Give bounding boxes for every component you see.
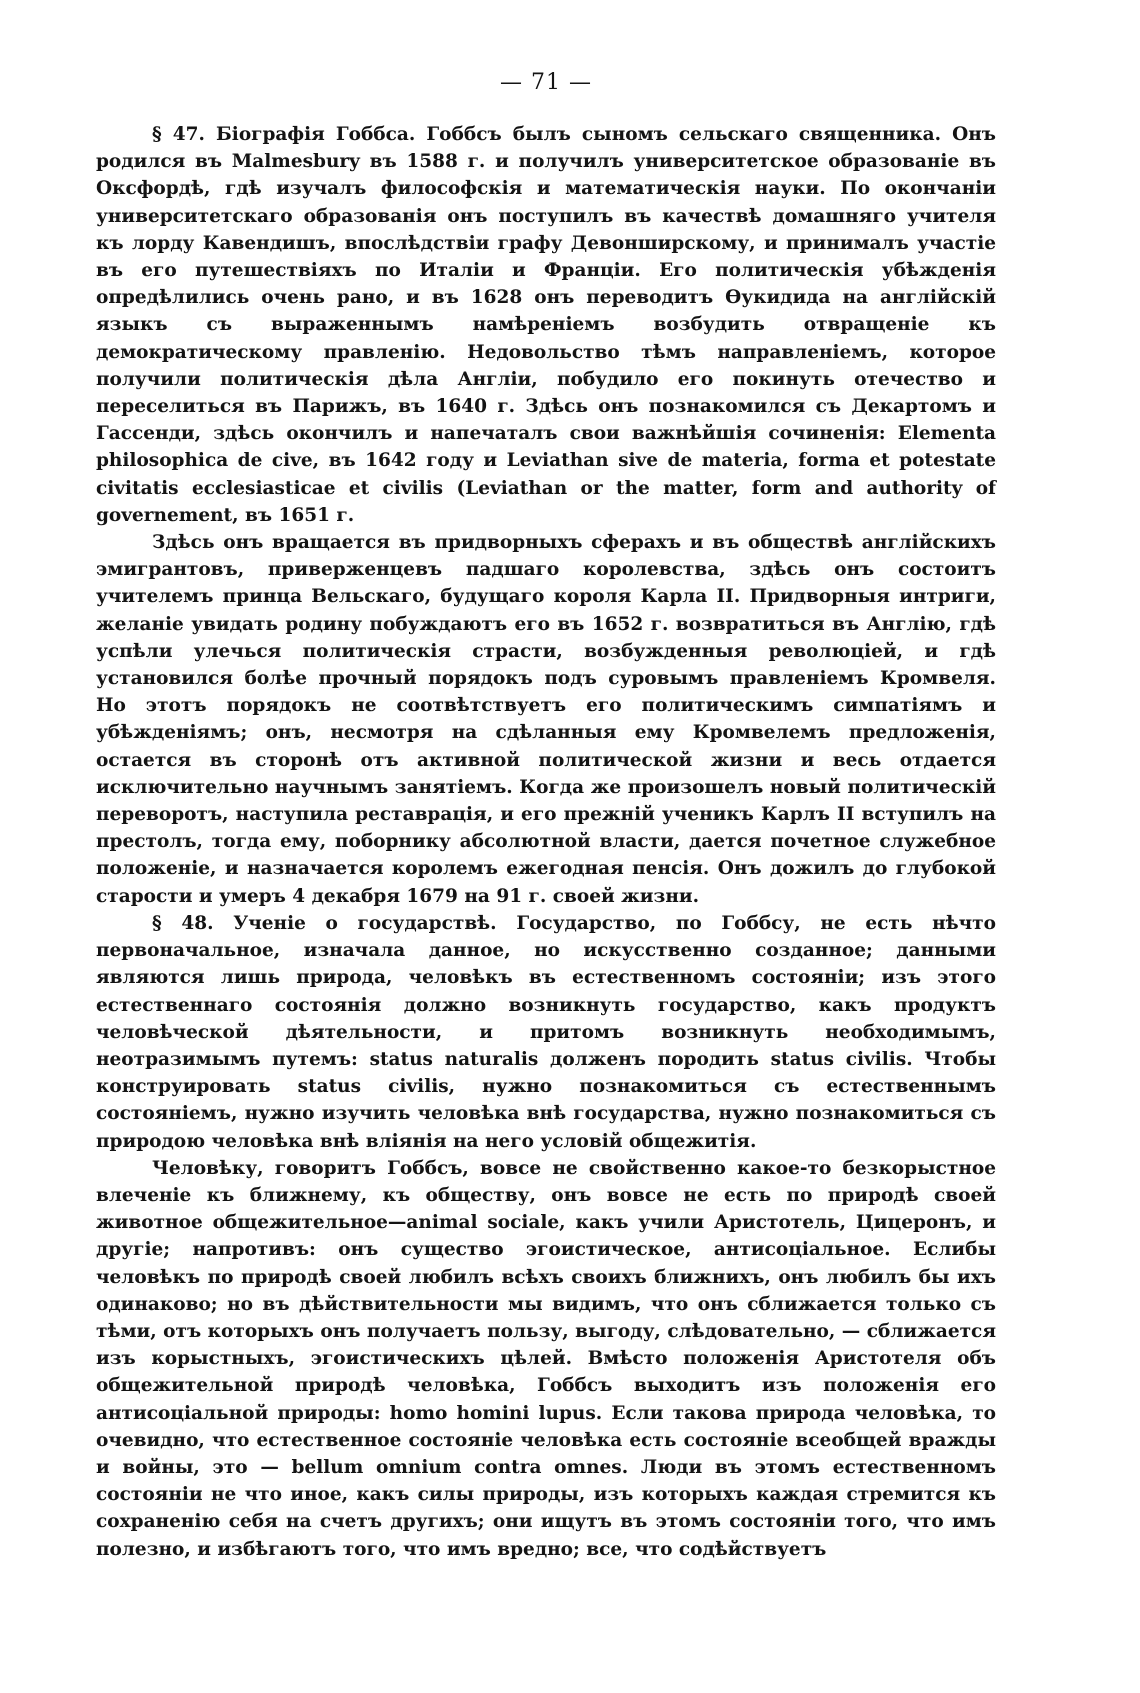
section-47-paragraph-2 <box>96 529 996 910</box>
section-48-text-1: Государство, по Гоббсу, не есть нѣчто первоначальное, изначала данное, но искусственно созданное; данными являются лишь природа, человѣкъ въ естественномъ состояніи; изъ этого естественнаго состоянія должно возникнуть государство, какъ продуктъ человѣческой дѣятельности, и притомъ возникнуть необходимымъ, неотразимымъ путемъ: status naturalis долженъ породить status civilis. Чтобы конструировать status civilis, нужно познакомиться съ естественнымъ состояніемъ, нужно изучить человѣка внѣ государства, нужно познакомиться съ природою человѣка внѣ вліянія на него условій общежитія. <box>96 912 996 1152</box>
book-page <box>96 70 996 1563</box>
section-48-text-2: Человѣку, говоритъ Гоббсъ, вовсе не свойственно какое-то безкорыстное влеченіе къ ближнему, къ обществу, онъ вовсе не есть по природѣ своей животное общежительное—animal sociale, какъ учили Аристотель, Цицеронъ, и другіе; напротивъ: онъ существо эгоистическое, антисоціальное. Еслибы человѣкъ по природѣ своей любилъ всѣхъ своихъ ближнихъ, онъ любилъ бы ихъ одинаково; но въ дѣйствительности мы видимъ, что онъ сближается только съ тѣми, отъ которыхъ онъ получаетъ пользу, выгоду, слѣдовательно, — сближается изъ корыстныхъ, эгоистическихъ цѣлей. Вмѣсто положенія Аристотеля объ общежительной природѣ человѣка, Гоббсъ выходитъ изъ положенія его антисоціальной природы: homo homini lupus. Если такова природа человѣка, то очевидно, что естественное состояніе человѣка есть состояніе всеобщей вражды и войны, это — bellum omnium contra omnes. Люди въ этомъ естественномъ состояніи не что иное, какъ силы природы, изъ которыхъ каждая стремится къ сохраненію себя на счетъ другихъ; они ищутъ въ этомъ состояніи того, что имъ полезно, и избѣгаютъ того, что имъ вредно; все, что содѣйствуетъ <box>96 1157 996 1560</box>
section-48-paragraph-2 <box>96 1155 996 1563</box>
section-47-heading: § 47. Біографія Гоббса. <box>152 124 416 145</box>
page-number: — 71 — <box>500 70 592 95</box>
section-47-paragraph-1 <box>96 121 996 529</box>
section-47-text-2: Здѣсь онъ вращается въ придворныхъ сферахъ и въ обществѣ англійскихъ эмигрантовъ, приверженцевъ падшаго королевства, здѣсь онъ состоитъ учителемъ принца Вельскаго, будущаго короля Карла II. Придворныя интриги, желаніе увидать родину побуждаютъ его въ 1652 г. возвратиться въ Англію, гдѣ успѣли улечься политическія страсти, возбужденныя революціей, и гдѣ установился болѣе прочный порядокъ подъ суровымъ правленіемъ Кромвеля. Но этотъ порядокъ не соотвѣтствуетъ его политическимъ симпатіямъ и убѣжденіямъ; онъ, несмотря на сдѣланныя ему Кромвелемъ предложенія, остается въ сторонѣ отъ активной политической жизни и весь отдается исключительно научнымъ занятіемъ. Когда же произошелъ новый политическій переворотъ, наступила реставрація, и его прежній ученикъ Карлъ II вступилъ на престолъ, тогда ему, поборнику абсолютной власти, дается почетное служебное положеніе, и назначается королемъ ежегодная пенсія. Онъ дожилъ до глубокой старости и умеръ 4 декабря 1679 на 91 г. своей жизни. <box>96 532 996 907</box>
section-48-heading: § 48. Ученіе о государствѣ. <box>152 912 497 934</box>
section-47-text-1: Гоббсъ былъ сыномъ сельскаго священника. Онъ родился въ Malmesbury въ 1588 г. и получилъ университетское образованіе въ Оксфордѣ, гдѣ изучалъ философскія и математическія науки. По окончаніи университетскаго образованія онъ поступилъ въ качествѣ домашняго учителя къ лорду Кавендишъ, впослѣдствіи графу Девонширскому, и принималъ участіе въ его путешествіяхъ по Италіи и Франціи. Его политическія убѣжденія опредѣлились очень рано, и въ 1628 онъ переводитъ Ѳукидида на англійскій языкъ съ выраженнымъ намѣреніемъ возбудить отвращеніе къ демократическому правленію. Недовольство тѣмъ направленіемъ, которое получили политическія дѣла Англіи, побудило его покинуть отечество и переселиться въ Парижъ, въ 1640 г. Здѣсь онъ познакомился съ Декартомъ и Гассенди, здѣсь окончилъ и напечаталъ свои важнѣйшія сочиненія: Elementa philosophica de cive, въ 1642 году и Leviathan sive de materia, forma et potestate civitatis ecclesiasticae et civilis (Leviathan or the matter, form and authority of governement, въ 1651 г. <box>96 124 996 526</box>
section-48-paragraph-1 <box>96 910 996 1155</box>
